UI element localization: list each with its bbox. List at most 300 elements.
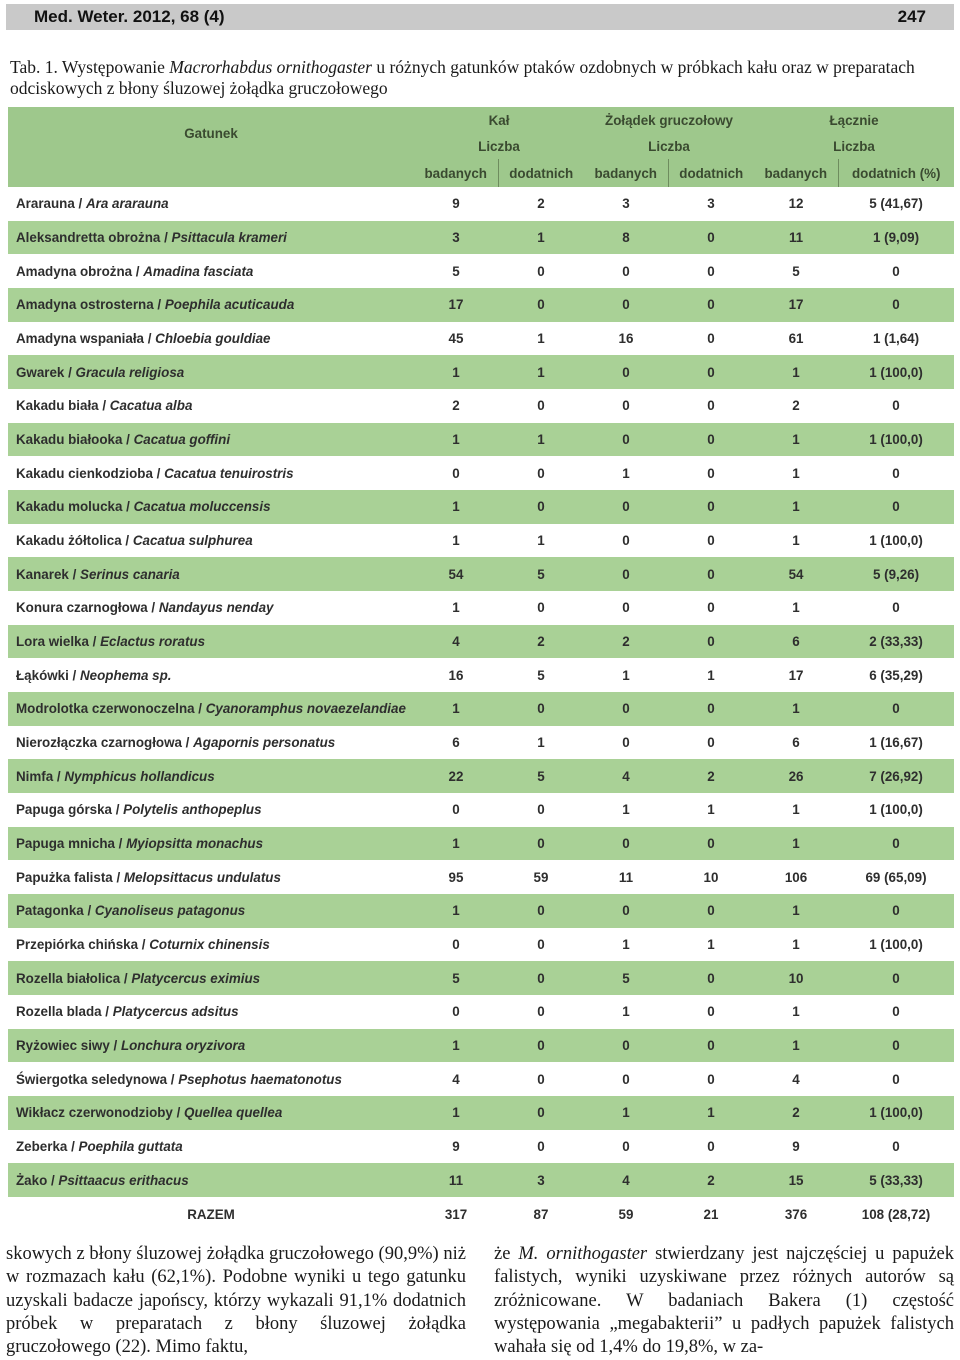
header-liczba: Liczba [754, 133, 954, 159]
total-label: RAZEM [8, 1197, 414, 1231]
table-cell: 0 [584, 726, 668, 760]
species-polish-name: Rozella blada / [16, 1004, 113, 1020]
table-cell: 0 [838, 389, 954, 423]
header-sub: badanych [754, 159, 838, 187]
table-cell: 1 (1,64) [838, 322, 954, 356]
table-cell: 4 [584, 1163, 668, 1197]
table-cell: 1 [584, 658, 668, 692]
table-cell: 5 [498, 759, 584, 793]
table-cell: 0 [838, 995, 954, 1029]
species-latin-name: Chloebia gouldiae [155, 331, 271, 347]
table-cell: 1 [668, 1096, 754, 1130]
table-cell: 3 [498, 1163, 584, 1197]
table-cell: 1 [754, 456, 838, 490]
table-row [8, 221, 954, 255]
table-cell: 1 [584, 1096, 668, 1130]
species-name [8, 591, 414, 625]
results-table [8, 107, 954, 1231]
table-cell: 1 (100,0) [838, 524, 954, 558]
table-row [8, 1130, 954, 1164]
table-cell: 1 [498, 221, 584, 255]
species-name [8, 1130, 414, 1164]
table-cell: 1 [414, 894, 498, 928]
table-cell: 0 [498, 995, 584, 1029]
species-latin-name: Agapornis personatus [193, 735, 336, 751]
species-latin-name: Platycercus adsitus [112, 1004, 239, 1020]
table-cell: 0 [584, 389, 668, 423]
species-name [8, 995, 414, 1029]
table-cell: 1 [754, 355, 838, 389]
table-cell: 1 [498, 322, 584, 356]
table-cell: 0 [838, 961, 954, 995]
table-row [8, 456, 954, 490]
table-cell: 54 [754, 557, 838, 591]
table-cell: 3 [414, 221, 498, 255]
table-cell: 5 [414, 961, 498, 995]
caption-rest: u różnych gatunków ptaków ozdobnych w próbkach kału oraz w preparatach odciskowych z błony śluzowej żołądka gruczołowego [10, 57, 915, 98]
table-cell: 0 [584, 423, 668, 457]
table-cell: 0 [498, 288, 584, 322]
species-polish-name: Kakadu cienkodzioba / [16, 465, 165, 481]
species-polish-name: Papuga mnicha / [16, 836, 127, 852]
species-polish-name: Żako / [16, 1172, 59, 1188]
table-cell: 6 [414, 726, 498, 760]
table-cell: 0 [668, 1029, 754, 1063]
table-cell: 1 [498, 423, 584, 457]
species-polish-name: Amadyna wspaniała / [16, 331, 156, 347]
species-latin-name: Poephila acuticauda [164, 297, 295, 313]
table-cell: 5 [584, 961, 668, 995]
species-latin-name: Cacatua moluccensis [133, 499, 271, 515]
table-cell: 1 [498, 726, 584, 760]
table-cell: 5 [498, 557, 584, 591]
table-cell: 1 [754, 692, 838, 726]
table-cell: 17 [414, 288, 498, 322]
table-row [8, 355, 954, 389]
table-cell: 0 [498, 961, 584, 995]
table-cell: 0 [838, 1062, 954, 1096]
table-cell: 9 [414, 1130, 498, 1164]
table-cell: 16 [414, 658, 498, 692]
table-cell: 1 [414, 524, 498, 558]
table-cell: 0 [668, 692, 754, 726]
species-latin-name: Platycercus eximius [131, 970, 261, 986]
table-row [8, 187, 954, 221]
table-cell: 1 [754, 928, 838, 962]
table-cell: 8 [584, 221, 668, 255]
table-cell: 5 [414, 254, 498, 288]
table-cell: 1 [754, 490, 838, 524]
species-name [8, 1062, 414, 1096]
text-column-right [494, 1243, 954, 1359]
species-latin-name: Lonchura oryzivora [120, 1038, 246, 1054]
table-cell: 6 (35,29) [838, 658, 954, 692]
table-cell: 95 [414, 860, 498, 894]
table-cell: 0 [668, 389, 754, 423]
table-cell: 0 [668, 524, 754, 558]
table-cell: 0 [414, 793, 498, 827]
header-sub: badanych [584, 159, 668, 187]
table-cell: 0 [414, 928, 498, 962]
table-cell: 0 [498, 692, 584, 726]
table-cell: 0 [668, 557, 754, 591]
table-row [8, 1096, 954, 1130]
table-cell: 1 [414, 591, 498, 625]
species-name [8, 827, 414, 861]
header-group-kal: Kał [414, 107, 584, 133]
table-cell: 1 [414, 1029, 498, 1063]
header-liczba: Liczba [414, 133, 584, 159]
table-cell: 0 [668, 423, 754, 457]
table-row [8, 322, 954, 356]
species-name [8, 726, 414, 760]
species-polish-name: Świergotka seledynowa / [16, 1071, 179, 1087]
table-cell: 0 [498, 389, 584, 423]
species-name [8, 625, 414, 659]
species-name [8, 928, 414, 962]
table-cell: 1 [754, 793, 838, 827]
table-row [8, 625, 954, 659]
species-name [8, 456, 414, 490]
species-latin-name: Polytelis anthopeplus [123, 802, 262, 818]
table-cell: 0 [668, 254, 754, 288]
table-cell: 0 [584, 355, 668, 389]
table-row [8, 793, 954, 827]
table-cell: 3 [668, 187, 754, 221]
species-name [8, 692, 414, 726]
caption-prefix: Tab. 1. Występowanie [10, 57, 170, 77]
species-polish-name: Kakadu białooka / [16, 432, 134, 448]
table-cell: 1 [498, 524, 584, 558]
table-cell: 0 [414, 456, 498, 490]
table-cell: 0 [498, 591, 584, 625]
species-polish-name: Kakadu biała / [16, 398, 110, 414]
table-row [8, 827, 954, 861]
table-cell: 6 [754, 625, 838, 659]
table-cell: 11 [414, 1163, 498, 1197]
table-cell: 2 (33,33) [838, 625, 954, 659]
table-cell: 106 [754, 860, 838, 894]
table-cell: 0 [498, 490, 584, 524]
table-cell: 6 [754, 726, 838, 760]
species-latin-name: Psittacula krameri [171, 230, 287, 245]
table-cell: 0 [584, 894, 668, 928]
table-cell: 0 [668, 726, 754, 760]
species-polish-name: Lora wielka / [16, 634, 101, 650]
species-name [8, 490, 414, 524]
species-latin-name: Poephila guttata [78, 1139, 183, 1155]
table-cell: 45 [414, 322, 498, 356]
species-name [8, 759, 414, 793]
total-cell: 59 [584, 1197, 668, 1231]
species-name [8, 961, 414, 995]
table-cell: 1 [668, 793, 754, 827]
table-cell: 4 [414, 1062, 498, 1096]
species-latin-name: Psittaacus erithacus [58, 1172, 189, 1188]
body-text [6, 1243, 954, 1359]
species-latin-name: Coturnix chinensis [149, 937, 270, 953]
table-cell: 0 [584, 1062, 668, 1096]
species-name [8, 389, 414, 423]
table-cell: 1 [584, 928, 668, 962]
total-cell: 317 [414, 1197, 498, 1231]
species-latin-name: Gracula religiosa [75, 364, 185, 380]
header-group-zoladek: Żołądek gruczołowy [584, 107, 754, 133]
page-number: 247 [897, 7, 926, 26]
species-polish-name: Nimfa / [16, 768, 65, 784]
total-cell: 376 [754, 1197, 838, 1231]
table-cell: 10 [754, 961, 838, 995]
table-row [8, 759, 954, 793]
table-cell: 1 [414, 1096, 498, 1130]
total-row [8, 1197, 954, 1231]
table-row [8, 288, 954, 322]
species-name [8, 423, 414, 457]
table-row [8, 894, 954, 928]
table-cell: 0 [584, 557, 668, 591]
table-cell: 15 [754, 1163, 838, 1197]
species-name [8, 288, 414, 322]
table-cell: 0 [838, 827, 954, 861]
table-cell: 59 [498, 860, 584, 894]
table-cell: 26 [754, 759, 838, 793]
table-cell: 2 [668, 759, 754, 793]
table-body [8, 187, 954, 1231]
table-cell: 61 [754, 322, 838, 356]
species-name [8, 355, 414, 389]
table-cell: 12 [754, 187, 838, 221]
table-cell: 0 [668, 894, 754, 928]
table-cell: 1 [668, 928, 754, 962]
table-cell: 0 [584, 591, 668, 625]
species-latin-name: Cacatua tenuirostris [164, 465, 294, 481]
species-latin-name: Melopsittacus undulatus [123, 869, 281, 885]
species-polish-name: Konura czarnogłowa / [16, 600, 159, 616]
species-name [8, 894, 414, 928]
table-cell: 1 [754, 524, 838, 558]
table-cell: 0 [838, 456, 954, 490]
table-row [8, 1029, 954, 1063]
table-cell: 1 [754, 423, 838, 457]
table-cell: 2 [498, 625, 584, 659]
table-cell: 2 [498, 187, 584, 221]
species-name [8, 557, 414, 591]
species-name [8, 1096, 414, 1130]
table-cell: 7 (26,92) [838, 759, 954, 793]
table-cell: 5 [498, 658, 584, 692]
table-cell: 0 [498, 894, 584, 928]
table-cell: 1 [584, 995, 668, 1029]
species-polish-name: Papużka falista / [16, 869, 124, 885]
table-cell: 1 (100,0) [838, 423, 954, 457]
table-cell: 0 [498, 456, 584, 490]
species-polish-name: Kakadu molucka / [16, 499, 134, 515]
table-cell: 1 [754, 827, 838, 861]
table-row [8, 928, 954, 962]
species-polish-name: Wikłacz czerwonodzioby / [16, 1105, 185, 1121]
species-latin-name: Amadina fasciata [143, 263, 254, 279]
species-name [8, 793, 414, 827]
species-latin-name: Cyanoliseus patagonus [94, 903, 246, 919]
table-cell: 0 [584, 490, 668, 524]
table-cell: 0 [584, 288, 668, 322]
total-cell: 87 [498, 1197, 584, 1231]
species-polish-name: Modrolotka czerwonoczelna / [16, 701, 206, 717]
table-cell: 5 [754, 254, 838, 288]
table-cell: 0 [668, 355, 754, 389]
table-row [8, 1062, 954, 1096]
table-cell: 4 [584, 759, 668, 793]
total-cell: 108 (28,72) [838, 1197, 954, 1231]
table-cell: 2 [754, 1096, 838, 1130]
species-polish-name: Przepiórka chińska / [16, 937, 150, 953]
paragraph-left: skowych z błony śluzowej żołądka gruczołowego (90,9%) niż w rozmazach kału (62,1%). Podobne wyniki u tego gatunku uzyskali badacze japońscy, którzy wykazali 91,1% dodatnich próbek w preparatach z błony śluzowej żołądka gruczołowego (22). Mimo faktu, [6, 1244, 466, 1358]
species-name [8, 860, 414, 894]
table-cell: 9 [754, 1130, 838, 1164]
table-row [8, 726, 954, 760]
species-polish-name: Kanarek / [16, 566, 81, 582]
table-caption [10, 57, 950, 99]
table-cell: 11 [754, 221, 838, 255]
table-cell: 69 (65,09) [838, 860, 954, 894]
species-name [8, 658, 414, 692]
table-cell: 22 [414, 759, 498, 793]
table-cell: 5 (33,33) [838, 1163, 954, 1197]
table-cell: 16 [584, 322, 668, 356]
header-sub: dodatnich [668, 159, 754, 187]
table-cell: 1 [754, 995, 838, 1029]
table-cell: 1 (100,0) [838, 793, 954, 827]
species-latin-name: Nandayus nenday [158, 600, 274, 616]
table-cell: 1 (100,0) [838, 355, 954, 389]
table-cell: 1 [414, 355, 498, 389]
table-cell: 9 [414, 187, 498, 221]
species-latin-name: Myiopsitta monachus [126, 836, 264, 852]
table-cell: 0 [584, 524, 668, 558]
table-cell: 0 [838, 591, 954, 625]
header-liczba: Liczba [584, 133, 754, 159]
table-row [8, 389, 954, 423]
table-cell: 3 [584, 187, 668, 221]
table-cell: 1 [498, 355, 584, 389]
table-cell: 0 [668, 288, 754, 322]
table-cell: 0 [668, 625, 754, 659]
table-cell: 0 [838, 894, 954, 928]
table-cell: 0 [838, 254, 954, 288]
table-cell: 2 [754, 389, 838, 423]
table-cell: 1 [414, 692, 498, 726]
species-latin-name: Cyanoramphus novaezelandiae [205, 701, 406, 717]
table-row [8, 995, 954, 1029]
species-polish-name: Papuga górska / [16, 802, 124, 818]
table-cell: 0 [668, 591, 754, 625]
table-cell: 0 [584, 1029, 668, 1063]
table-cell: 5 (41,67) [838, 187, 954, 221]
table-cell: 0 [584, 254, 668, 288]
journal-title: Med. Weter. 2012, 68 (4) [34, 7, 225, 26]
table-cell: 0 [838, 1029, 954, 1063]
species-name [8, 524, 414, 558]
species-name [8, 1029, 414, 1063]
table-cell: 0 [838, 1130, 954, 1164]
species-polish-name: Ryżowiec siwy / [16, 1038, 121, 1054]
table-cell: 0 [498, 1062, 584, 1096]
species-latin-name: Quellea quellea [184, 1105, 283, 1121]
journal-header [6, 4, 954, 30]
species-polish-name: Kakadu żółtolica / [16, 533, 133, 549]
table-cell: 54 [414, 557, 498, 591]
header-group-lacznie: Łącznie [754, 107, 954, 133]
table-cell: 0 [498, 793, 584, 827]
species-polish-name: Rozella białolica / [16, 970, 132, 986]
table-cell: 0 [668, 490, 754, 524]
table-cell: 2 [584, 625, 668, 659]
species-polish-name: Nierozłączka czarnogłowa / [16, 735, 194, 751]
species-polish-name: Aleksandretta obrożna / [16, 230, 172, 245]
species-latin-name: Eclactus roratus [100, 634, 206, 650]
species-polish-name: Amadyna obrożna / [16, 263, 144, 279]
table-cell: 1 [668, 658, 754, 692]
species-latin-name: Nymphicus hollandicus [64, 768, 215, 784]
species-polish-name: Ararauna / [16, 196, 86, 212]
species-name [8, 322, 414, 356]
table-cell: 10 [668, 860, 754, 894]
species-latin-name: Cacatua goffini [133, 432, 231, 448]
species-latin-name: Psephotus haematonotus [178, 1071, 342, 1087]
text-column-left [6, 1243, 466, 1359]
table-cell: 1 [754, 894, 838, 928]
table-row [8, 591, 954, 625]
table-cell: 0 [838, 692, 954, 726]
table-cell: 0 [668, 322, 754, 356]
paragraph-right [494, 1243, 954, 1359]
table-cell: 0 [584, 692, 668, 726]
table-cell: 0 [668, 1130, 754, 1164]
species-name [8, 254, 414, 288]
table-row [8, 961, 954, 995]
table-row [8, 1163, 954, 1197]
species-name [8, 187, 414, 221]
table-cell: 1 [754, 591, 838, 625]
table-cell: 2 [414, 389, 498, 423]
table-cell: 17 [754, 288, 838, 322]
table-cell: 0 [668, 1062, 754, 1096]
table-cell: 0 [838, 288, 954, 322]
table-cell: 0 [498, 1096, 584, 1130]
right-species: M. ornithogaster [518, 1244, 648, 1264]
table-cell: 1 [414, 423, 498, 457]
table-cell: 0 [498, 1029, 584, 1063]
header-sub: dodatnich (%) [838, 159, 954, 187]
table-cell: 1 (100,0) [838, 928, 954, 962]
caption-species: Macrorhabdus ornithogaster [169, 57, 372, 77]
table-cell: 1 [754, 1029, 838, 1063]
table-row [8, 692, 954, 726]
table-row [8, 557, 954, 591]
species-name [8, 221, 414, 255]
species-name [8, 1163, 414, 1197]
species-latin-name: Cacatua sulphurea [132, 533, 253, 549]
table-cell: 2 [668, 1163, 754, 1197]
table-row [8, 423, 954, 457]
table-cell: 0 [498, 827, 584, 861]
table-cell: 0 [668, 221, 754, 255]
table-row [8, 490, 954, 524]
table-cell: 0 [498, 254, 584, 288]
table-cell: 1 (16,67) [838, 726, 954, 760]
table-cell: 4 [754, 1062, 838, 1096]
table-cell: 11 [584, 860, 668, 894]
